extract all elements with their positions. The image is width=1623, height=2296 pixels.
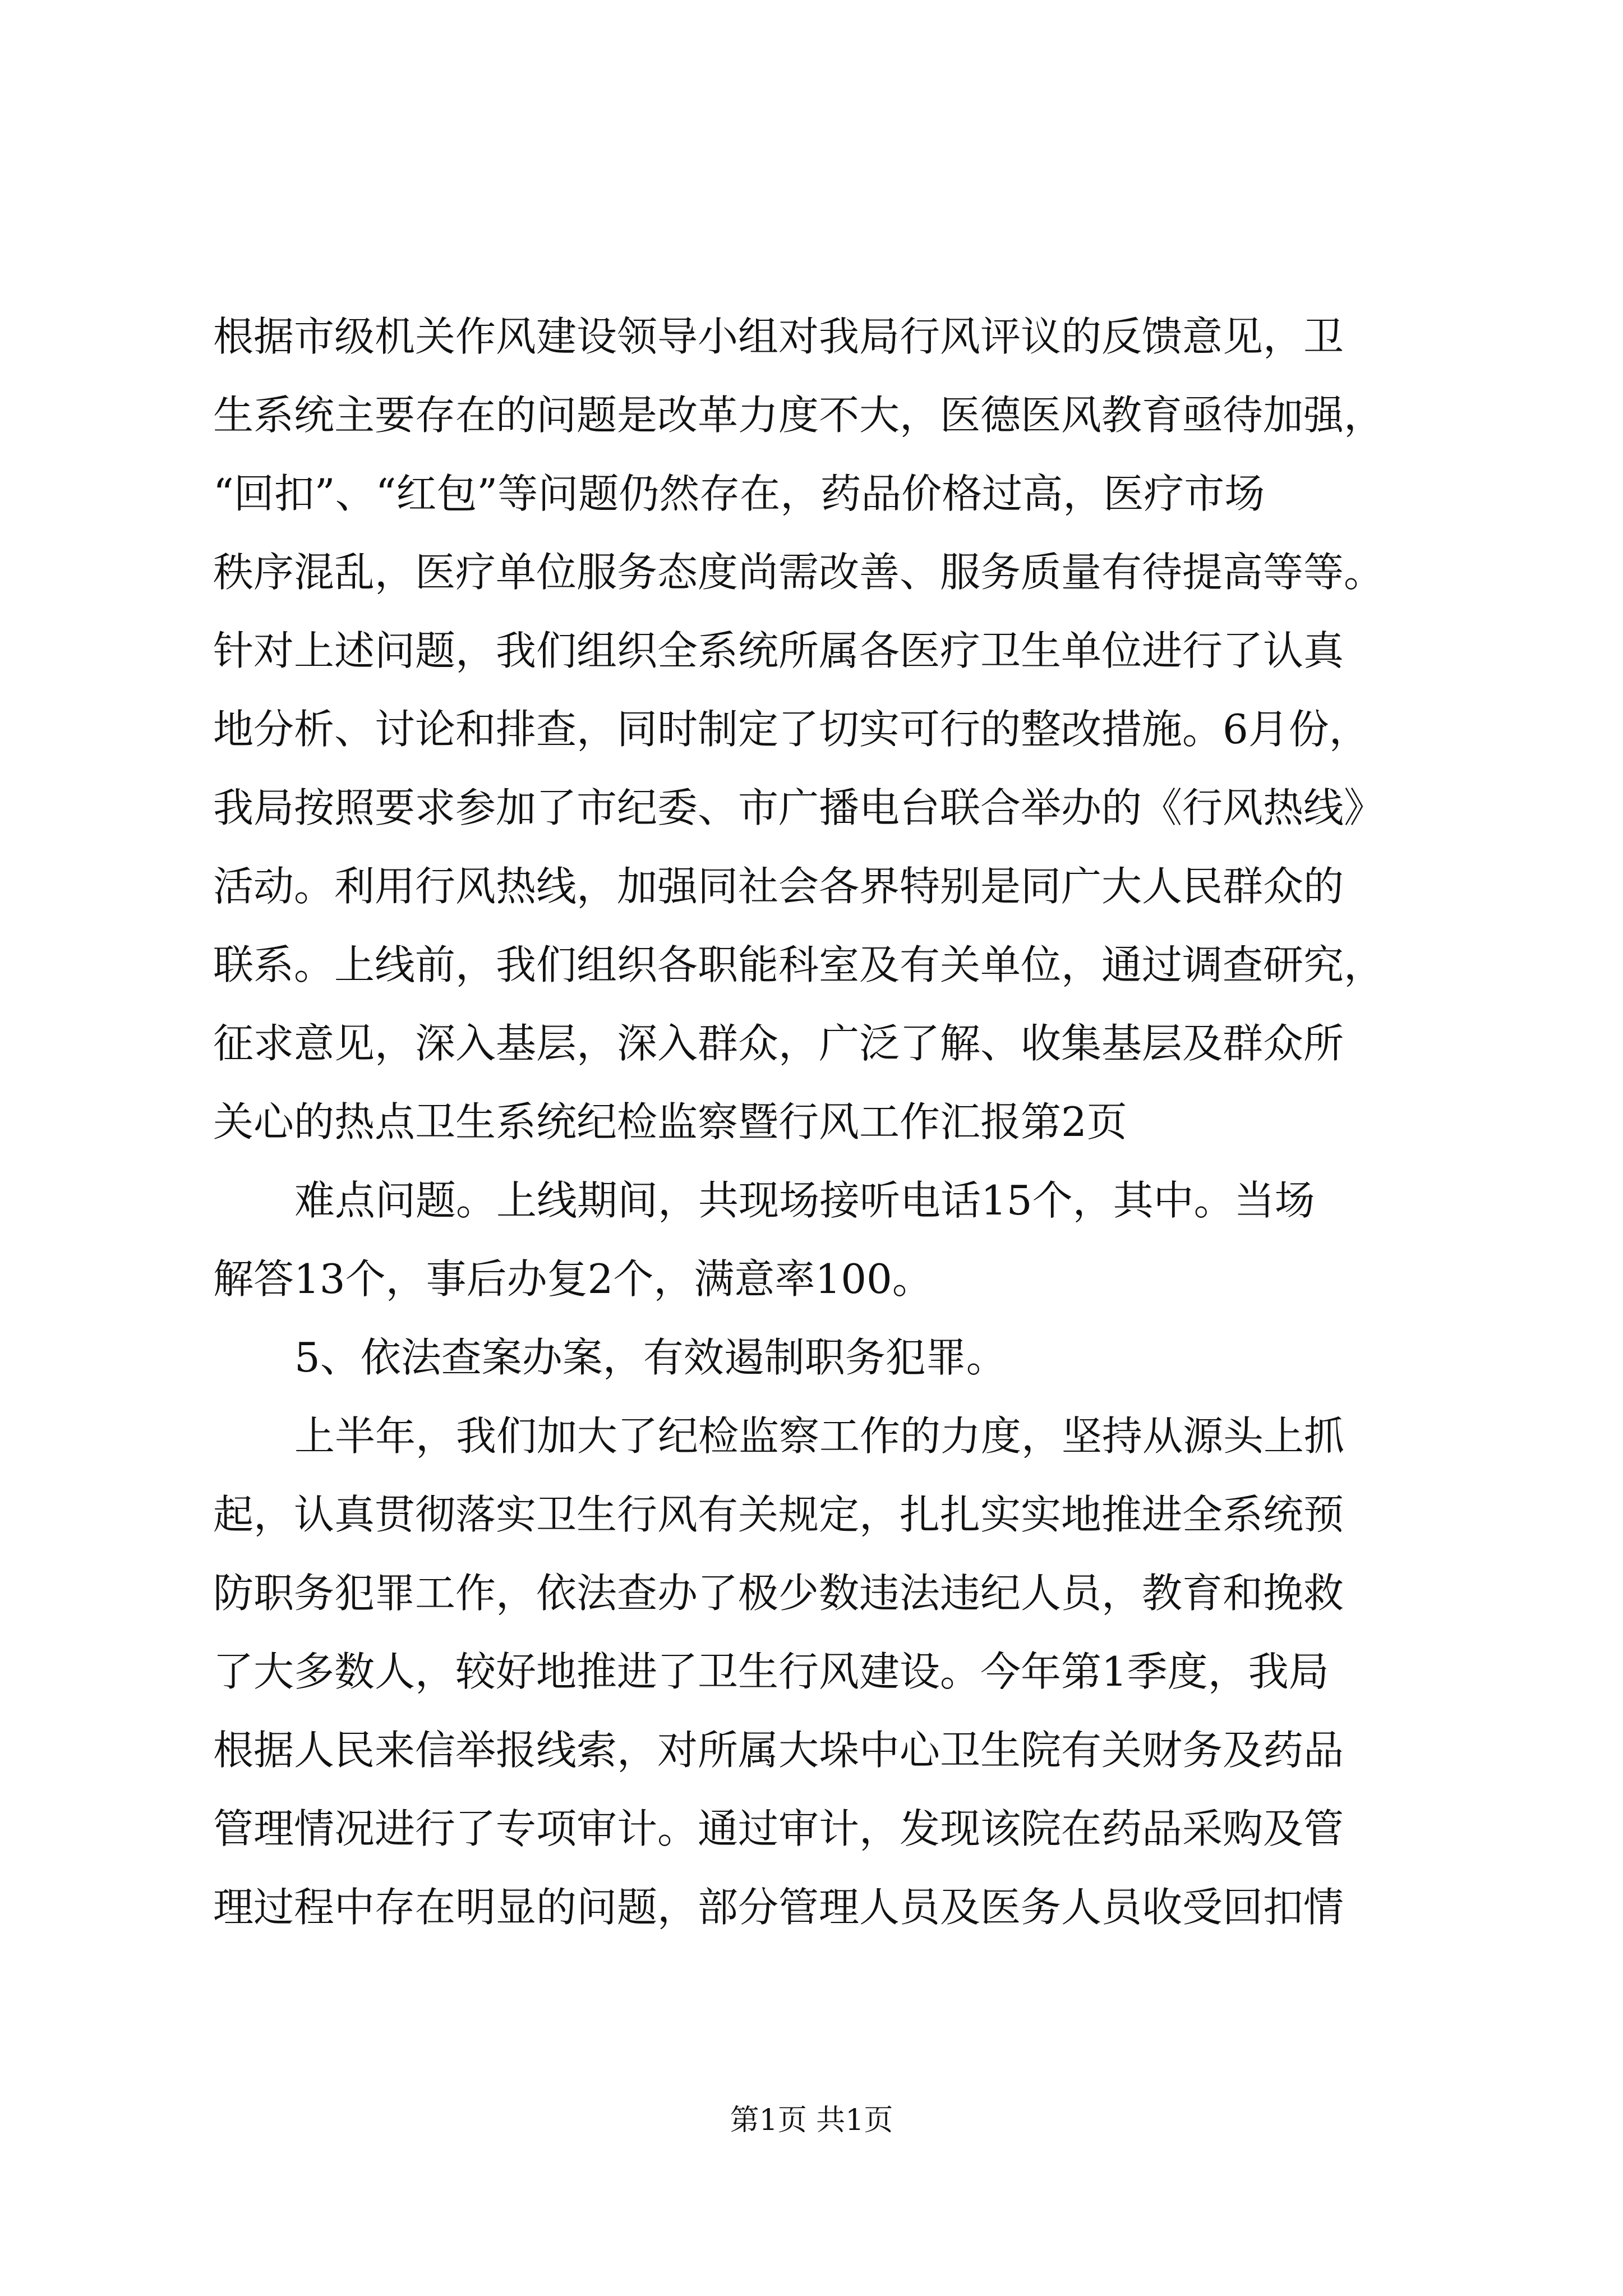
section-heading-5 (213, 1318, 1447, 1397)
document-body (213, 297, 1447, 1947)
paragraph-3 (213, 1397, 1447, 1947)
text-line: 秩序混乱，医疗单位服务态度尚需改善、服务质量有待提高等等。 (213, 549, 1385, 596)
text-line: 联系。上线前，我们组织各职能科室及有关单位，通过调查研究， (213, 941, 1385, 988)
text-line: 根据市级机关作风建设领导小组对我局行风评议的反馈意见，卫 (213, 313, 1344, 360)
text-line: 起，认真贯彻落实卫生行风有关规定，扎扎实实地推进全系统预 (213, 1491, 1344, 1538)
paragraph-1 (213, 297, 1447, 1161)
text-line: 难点问题。上线期间，共现场接听电话15个，其中。当场 (294, 1177, 1315, 1224)
text-line: 理过程中存在明显的问题，部分管理人员及医务人员收受回扣情 (213, 1884, 1344, 1931)
text-line: 了大多数人，较好地推进了卫生行风建设。今年第1季度，我局 (213, 1648, 1329, 1695)
text-line: 我局按照要求参加了市纪委、市广播电台联合举办的《行风热线》 (213, 784, 1385, 831)
text-line: 5、依法查案办案，有效遏制职务犯罪。 (294, 1334, 1007, 1381)
text-line: 解答13个，事后办复2个，满意率100。 (213, 1255, 933, 1303)
text-line: 管理情况进行了专项审计。通过审计，发现该院在药品采购及管 (213, 1805, 1344, 1852)
text-line: 活动。利用行风热线，加强同社会各界特别是同广大人民群众的 (213, 863, 1344, 910)
paragraph-2 (213, 1161, 1447, 1318)
page-number-label: 第1页 共1页 (730, 2104, 893, 2137)
text-line: 地分析、讨论和排查，同时制定了切实可行的整改措施。6月份， (213, 706, 1370, 753)
text-line: 关心的热点卫生系统纪检监察暨行风工作汇报第2页 (213, 1098, 1127, 1145)
text-line: 根据人民来信举报线索，对所属大垛中心卫生院有关财务及药品 (213, 1727, 1344, 1774)
text-line: 生系统主要存在的问题是改革力度不大，医德医风教育亟待加强， (213, 392, 1385, 439)
text-line: 征求意见，深入基层，深入群众，广泛了解、收集基层及群众所 (213, 1020, 1344, 1067)
text-line: 针对上述问题，我们组织全系统所属各医疗卫生单位进行了认真 (213, 627, 1344, 674)
text-line: 上半年，我们加大了纪检监察工作的力度，坚持从源头上抓 (294, 1412, 1345, 1460)
page-footer (0, 2101, 1623, 2140)
text-line: “回扣”、“红包”等问题仍然存在，药品价格过高，医疗市场 (213, 470, 1265, 517)
text-line: 防职务犯罪工作，依法查办了极少数违法违纪人员，教育和挽救 (213, 1570, 1344, 1617)
